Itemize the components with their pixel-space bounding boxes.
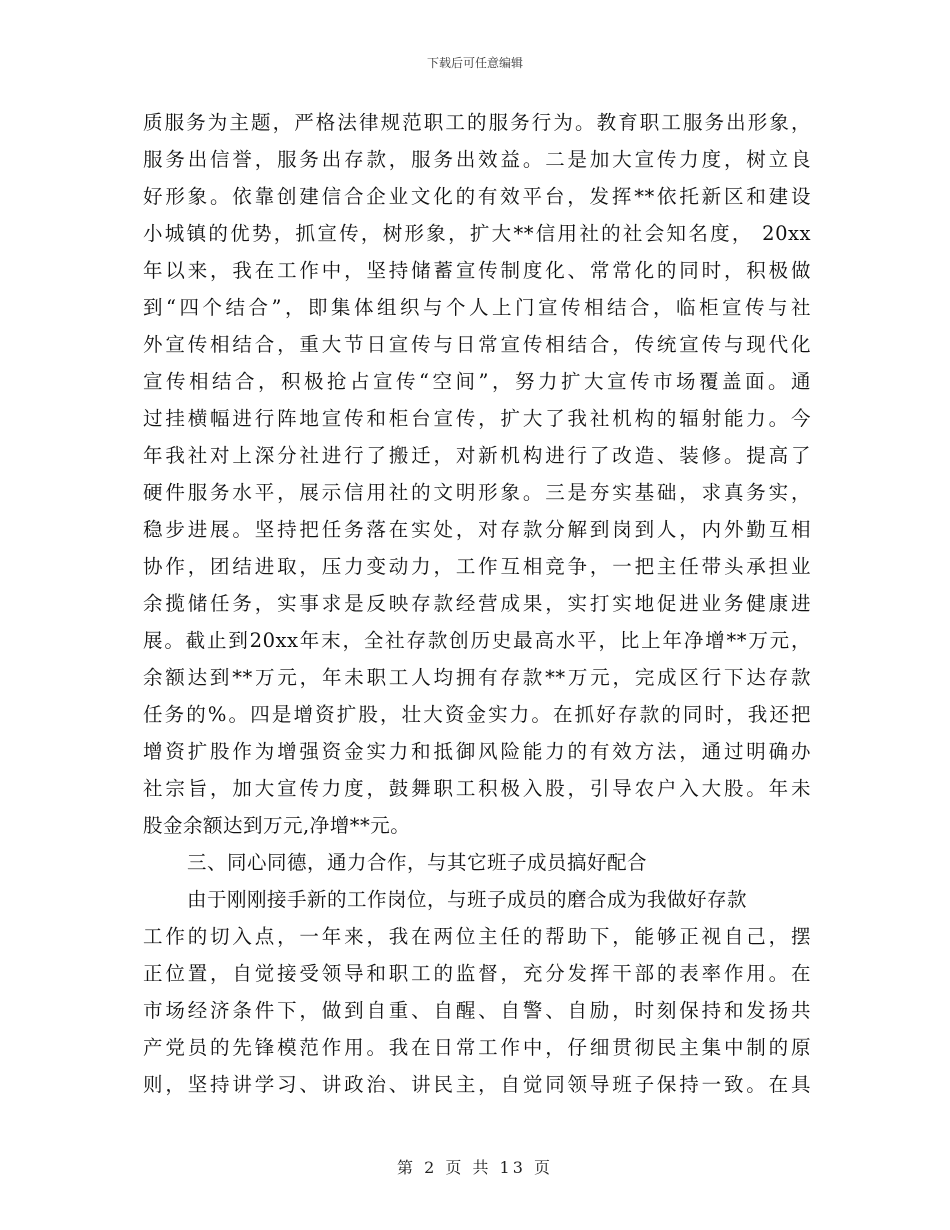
body-line: 硬件服务水平，展示信用社的文明形象。三是夯实基础，求真务实， [143,481,811,504]
body-line: 到“四个结合”，即集体组织与个人上门宣传相结合，临柜宣传与社 [143,296,811,319]
body-line: 质服务为主题，严格法律规范职工的服务行为。教育职工服务出形象， [143,111,811,134]
body-line: 市场经济条件下，做到自重、自醒、自警、自励，时刻保持和发扬共 [143,999,811,1022]
body-line: 则，坚持讲学习、讲政治、讲民主，自觉同领导班子保持一致。在具 [143,1073,811,1096]
page-number-footer: 第 2 页 共 13 页 [397,1158,553,1177]
body-line: 任务的%。四是增资扩股，壮大资金实力。在抓好存款的同时，我还把 [143,703,811,726]
body-line: 宣传相结合，积极抢占宣传“空间”，努力扩大宣传市场覆盖面。通 [143,370,811,393]
body-line: 小城镇的优势，抓宣传，树形象，扩大**信用社的社会知名度， 20xx [143,222,811,245]
body-line: 余额达到**万元，年未职工人均拥有存款**万元，完成区行下达存款 [143,666,811,689]
body-line: 产党员的先锋模范作用。我在日常工作中，仔细贯彻民主集中制的原 [143,1036,811,1059]
body-line: 协作，团结进取，压力变动力，工作互相竞争，一把主任带头承担业 [143,555,811,578]
body-line: 工作的切入点，一年来，我在两位主任的帮助下，能够正视自己，摆 [143,925,811,948]
body-line: 稳步进展。坚持把任务落在实处，对存款分解到岗到人，内外勤互相 [143,518,811,541]
body-line: 余揽储任务，实事求是反映存款经营成果，实打实地促进业务健康进 [143,592,811,615]
body-line: 服务出信誉，服务出存款，服务出效益。二是加大宣传力度，树立良 [143,148,811,171]
body-line: 由于刚刚接手新的工作岗位，与班子成员的磨合成为我做好存款 [187,888,748,911]
body-line: 正位置，自觉接受领导和职工的监督，充分发挥干部的表率作用。在 [143,962,811,985]
body-line: 过挂横幅进行阵地宣传和柜台宣传，扩大了我社机构的辐射能力。今 [143,407,811,430]
body-line: 社宗旨，加大宣传力度，鼓舞职工积极入股，引导农户入大股。年未 [143,777,811,800]
section-heading: 三、同心同德，通力合作，与其它班子成员搞好配合 [187,851,648,874]
body-line: 股金余额达到万元,净增**元。 [143,814,411,837]
page-header: 下载后可任意编辑 [426,56,523,70]
body-line: 展。截止到20xx年末，全社存款创历史最高水平，比上年净增**万元， [143,629,811,652]
document-body [143,104,811,1103]
body-line: 外宣传相结合，重大节日宣传与日常宣传相结合，传统宣传与现代化 [143,333,811,356]
body-line: 年以来，我在工作中，坚持储蓄宣传制度化、常常化的同时，积极做 [143,259,811,282]
body-line: 增资扩股作为增强资金实力和抵御风险能力的有效方法，通过明确办 [143,740,811,763]
body-line: 好形象。依靠创建信合企业文化的有效平台，发挥**依托新区和建设 [143,185,811,208]
body-line: 年我社对上深分社进行了搬迁，对新机构进行了改造、装修。提高了 [143,444,811,467]
